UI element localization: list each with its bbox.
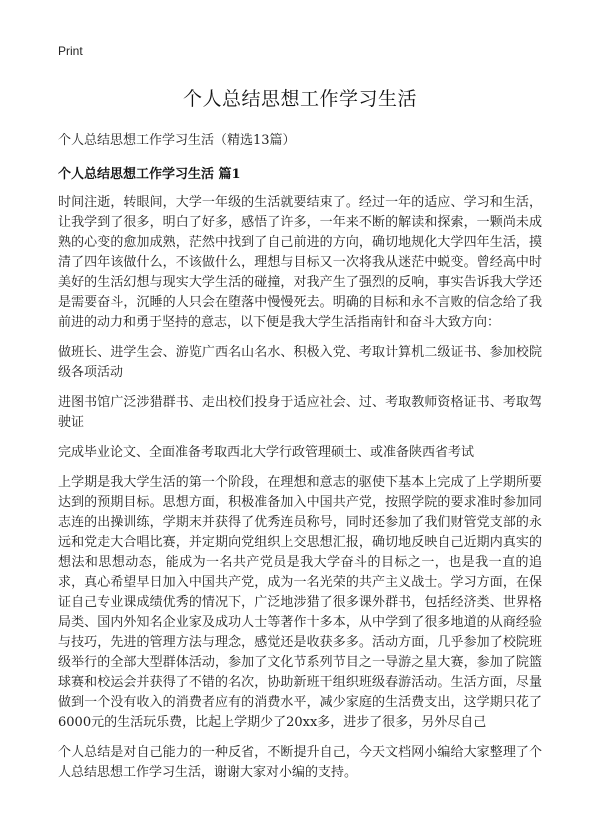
section-heading: 个人总结思想工作学习生活 篇1 — [58, 167, 241, 182]
plan-year-four-paragraph: 完成毕业论文、全面准备考取西北大学行政管理硕士、或准备陕西省考试 — [58, 445, 475, 460]
plan-year-two-paragraph: 进图书馆广泛涉猎群书、走出校们投身于适应社会、过、考取教师资格证书、考取驾驶证 — [58, 395, 542, 430]
document-subtitle: 个人总结思想工作学习生活（精选13篇） — [58, 133, 296, 148]
print-link[interactable]: Print — [58, 44, 83, 58]
plan-year-one-paragraph: 做班长、进学生会、游览广西名山名水、积极入党、考取计算机二级证书、参加校院级各项活动 — [58, 345, 542, 380]
intro-paragraph: 时间注逝，转眼间，大学一年级的生活就要结束了。经过一年的适应、学习和生活，让我学到了很多，明白了好多，感悟了许多，一年来不断的解读和探索，一颗尚未成熟的心变的愈加成熟，茫然中找到了自己前进的方向，确切地规化大学四年生活，摸清了四年该做什么，不该做什么，理想与目标又一次将我从迷茫中蜕变。曾经高中时美好的生活幻想与现实大学生活的碰撞，对我产生了强烈的反响，事实告诉我大学还是需要奋斗，沉睡的人只会在堕落中慢慢死去。明确的目标和永不言败的信念给了我前进的动力和勇于坚持的意志，以下便是我大学生活指南针和奋斗大致方向： — [58, 195, 542, 330]
semester-review-paragraph: 上学期是我大学生活的第一个阶段，在理想和意志的驱使下基本上完成了上学期所要达到的预期目标。思想方面，积极准备加入中国共产党，按照学院的要求准时参加同志连的出操训练，学期末并获得了优秀连员称号，同时还参加了我们财管党支部的永远和党走大合唱比赛，并定期向党组织上交思想汇报，确切地反映自己近期内真实的想法和思想动态，能成为一名共产党员是我大学奋斗的目标之一，也是我一直的追求，真心希望早日加入中国共产党，成为一名光荣的共产主义战士。学习方面，在保证自己专业课成绩优秀的情况下，广泛地涉猎了很多课外群书，包括经济类、世界格局类、国内外知名企业家及成功人士等著作十多本，从中学到了很多地道的从商经验与技巧，先进的管理方法与理念，感觉还是收获多多。活动方面，几乎参加了校院班级举行的全部大型群体活动，参加了文化节系列节目之一导游之星大赛，参加了院篮球赛和校运会并获得了不错的名次，协助新班干组织班级春游活动。生活方面，尽量做到一个没有收入的消费者应有的消费水平，减少家庭的生活费支出，这学期只花了6000元的生活玩乐费，比起上学期少了20xx多，进步了很多，另外尽自己 — [58, 475, 542, 730]
document-title: 个人总结思想工作学习生活 — [182, 88, 417, 110]
closing-paragraph: 个人总结是对自己能力的一种反省，不断提升自己，今天文档网小编给大家整理了个人总结思想工作学习生活，谢谢大家对小编的支持。 — [58, 745, 542, 780]
